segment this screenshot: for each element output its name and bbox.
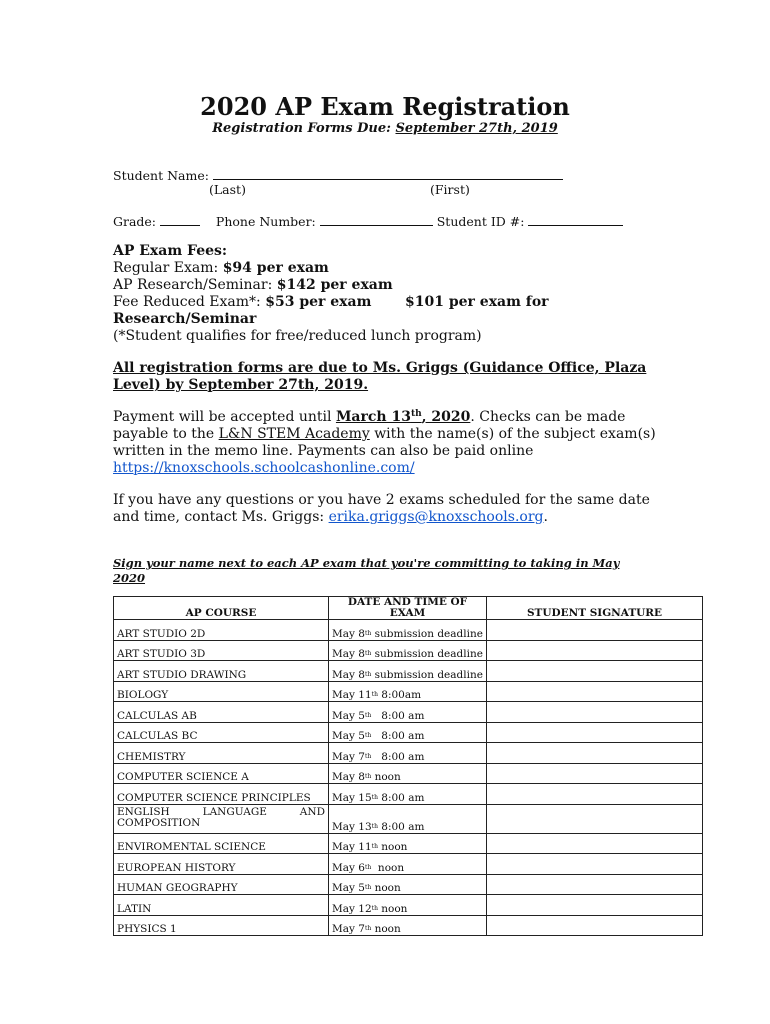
student-id-field[interactable] [528,213,623,226]
due-notice: All registration forms are due to Ms. Griggs (Guidance Office, Plaza Level) by September 27th, 2019. [113,360,647,393]
exam-date-cell: May 7th noon [329,915,487,936]
exam-date-cell: May 7th 8:00 am [329,743,487,764]
last-label: (Last) [209,182,246,197]
col-header-date: DATE AND TIME OF EXAM [329,597,487,620]
fee-research: AP Research/Seminar: $142 per exam [113,277,393,293]
course-cell: COMPUTER SCIENCE A [114,763,329,784]
course-cell: ENGLISH LANGUAGE AND COMPOSITION [114,804,329,833]
payment-deadline: March 13 [335,409,411,425]
signature-cell[interactable] [487,661,703,682]
signature-cell[interactable] [487,702,703,723]
course-cell: ART STUDIO 2D [114,620,329,641]
table-header-row [114,597,703,620]
payee-name: L&N STEM Academy [218,426,370,442]
col-header-course: AP COURSE [114,597,329,620]
table-row [114,640,703,661]
table-row [114,661,703,682]
course-cell: ART STUDIO 3D [114,640,329,661]
fee-regular: Regular Exam: $94 per exam [113,260,329,276]
table-row [114,895,703,916]
course-cell: CHEMISTRY [114,743,329,764]
student-name-label: Student Name: [113,168,209,183]
exam-date-cell: May 6th noon [329,854,487,875]
student-name-field[interactable] [213,167,563,180]
exam-date-cell: May 15th 8:00 am [329,784,487,805]
signature-cell[interactable] [487,915,703,936]
signature-cell[interactable] [487,722,703,743]
student-name-row [113,167,563,183]
exam-date-cell: May 11th noon [329,833,487,854]
course-cell: COMPUTER SCIENCE PRINCIPLES [114,784,329,805]
exam-date-cell: May 8th submission deadline [329,620,487,641]
first-label: (First) [430,182,470,197]
page-title: 2020 AP Exam Registration [200,92,570,121]
course-cell: CALCULAS BC [114,722,329,743]
signature-cell[interactable] [487,784,703,805]
due-line [0,121,770,136]
exam-date-cell: May 13th 8:00 am [329,804,487,833]
grade-label: Grade: [113,214,157,229]
course-cell: PHYSICS 1 [114,915,329,936]
signature-cell[interactable] [487,620,703,641]
exam-date-cell: May 5th noon [329,874,487,895]
course-cell: BIOLOGY [114,681,329,702]
phone-field[interactable] [320,213,433,226]
col-header-signature: STUDENT SIGNATURE [487,597,703,620]
exam-date-cell: May 8th noon [329,763,487,784]
sign-instruction: Sign your name next to each AP exam that you're committing to taking in May 2020 [113,556,620,585]
grade-phone-id-row [113,213,623,229]
table-row [114,681,703,702]
fee-reduced: Fee Reduced Exam*: $53 per exam $101 per exam for [113,294,549,310]
exam-date-cell: May 12th noon [329,895,487,916]
phone-label: Phone Number: [215,214,316,229]
signature-cell[interactable] [487,763,703,784]
course-cell: ART STUDIO DRAWING [114,661,329,682]
table-row [114,722,703,743]
exam-date-cell: May 8th submission deadline [329,661,487,682]
table-row [114,743,703,764]
signature-cell[interactable] [487,743,703,764]
signature-cell[interactable] [487,640,703,661]
table-row [114,620,703,641]
signature-cell[interactable] [487,681,703,702]
email-link[interactable]: erika.griggs@knoxschools.org [328,509,544,525]
course-cell: HUMAN GEOGRAPHY [114,874,329,895]
signature-cell[interactable] [487,854,703,875]
due-label: Registration Forms Due: [212,121,391,136]
payment-info: Payment will be accepted until March 13th, 2020. Checks can be made payable to the L&N STEM Academy with the name(s) of the subject exam(s) written in the memo line. Payments can also be paid online https://knoxschools.schoolcashonline.com/ [113,409,656,476]
fee-reduced-research: Research/Seminar [113,311,257,327]
fee-footnote: (*Student qualifies for free/reduced lunch program) [113,328,482,344]
table-row [114,784,703,805]
grade-field[interactable] [160,213,200,226]
fees-heading: AP Exam Fees: [113,243,228,259]
table-row [114,874,703,895]
table-row [114,833,703,854]
course-cell: CALCULAS AB [114,702,329,723]
table-row [114,702,703,723]
signature-cell[interactable] [487,874,703,895]
course-cell: LATIN [114,895,329,916]
fees-section [113,243,658,345]
signature-cell[interactable] [487,804,703,833]
payment-url-link[interactable]: https://knoxschools.schoolcashonline.com/ [113,460,415,476]
exam-date-cell: May 11th 8:00am [329,681,487,702]
course-cell: ENVIROMENTAL SCIENCE [114,833,329,854]
student-id-label: Student ID #: [436,214,525,229]
table-row [114,763,703,784]
exam-date-cell: May 5th 8:00 am [329,722,487,743]
contact-info: If you have any questions or you have 2 exams scheduled for the same date and time, contact Ms. Griggs: erika.griggs@knoxschools.org. [113,492,650,525]
course-cell: EUROPEAN HISTORY [114,854,329,875]
table-row [114,854,703,875]
signature-cell[interactable] [487,895,703,916]
table-row [114,804,703,833]
due-date: September 27th, 2019 [395,121,558,136]
signature-cell[interactable] [487,833,703,854]
exam-table [113,596,703,936]
exam-date-cell: May 5th 8:00 am [329,702,487,723]
table-row [114,915,703,936]
exam-date-cell: May 8th submission deadline [329,640,487,661]
